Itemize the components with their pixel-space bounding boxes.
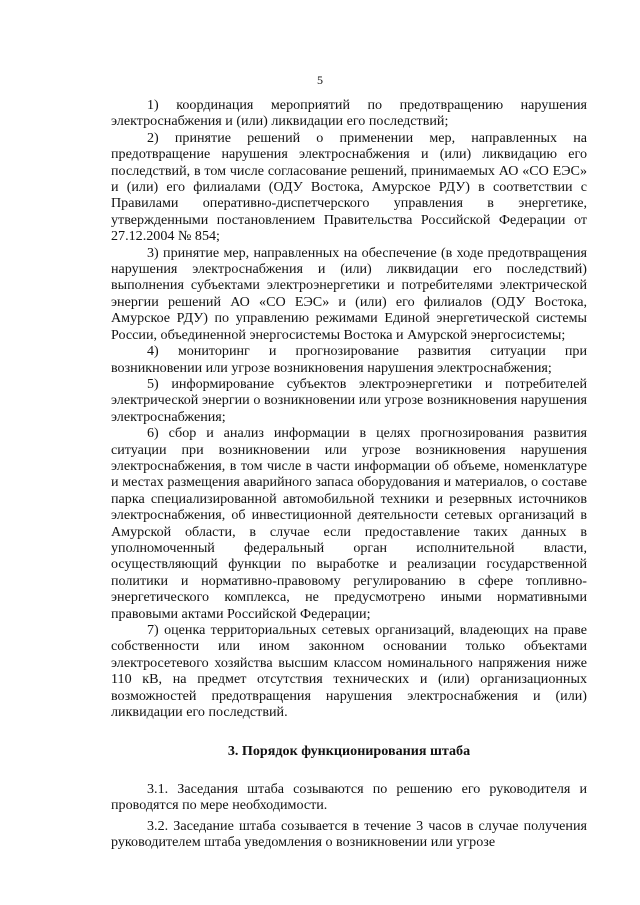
paragraph-item-6: 6) сбор и анализ информации в целях прогнозирования развития ситуации при возникновении или угрозе возникновения нарушения электроснабжения, в том числе в части информации об объеме, номенклатуре и местах размещения аварийного запаса оборудования и материалов, о составе парка специализированной автомобильной техники и резервных источников электроснабжения, об инвестиционной деятельности сетевых организаций в Амурской области, в случае если предоставление таких данных в уполномоченный федеральный орган исполнительной власти, осуществляющий функции по выработке и реализации государственной политики и нормативно-правовому регулированию в сфере топливно-энергетического комплекса, не предусмотрено иными нормативными правовыми актами Российской Федерации; xyxy=(111,425,587,622)
section-paragraph-3-1: 3.1. Заседания штаба созываются по решению его руководителя и проводятся по мере необходимости. xyxy=(111,780,587,814)
paragraph-item-5: 5) информирование субъектов электроэнергетики и потребителей электрической энергии о возникновении или угрозе возникновения нарушения электроснабжения; xyxy=(111,375,587,425)
section-paragraph-3-2: 3.2. Заседание штаба созывается в течение 3 часов в случае получения руководителем штаба уведомления о возникновении или угрозе xyxy=(111,817,587,851)
paragraph-item-3: 3) принятие мер, направленных на обеспечение (в ходе предотвращения нарушения электроснабжения и (или) ликвидации его последствий) выполнения субъектами электроэнергетики и потребителями электрической энергии решений АО «СО ЕЭС» и (или) его филиалов (ОДУ Востока, Амурское РДУ) по управлению режимами Единой энергетической системы России, объединенной энергосистемы Востока и Амурской энергосистемы; xyxy=(111,244,587,343)
paragraph-item-1: 1) координация мероприятий по предотвращению нарушения электроснабжения и (или) ликвидации его последствий; xyxy=(111,97,587,130)
paragraph-item-2: 2) принятие решений о применении мер, направленных на предотвращение нарушения электроснабжения и (или) ликвидацию его последствий, в том числе согласование решений, принимаемых АО «СО ЕЭС» и (или) его филиалами (ОДУ Востока, Амурское РДУ) в соответствии с Правилами оперативно-диспетчерского управления в энергетике, утвержденными постановлением Правительства Российской Федерации от 27.12.2004 № 854; xyxy=(111,129,587,245)
paragraph-item-4: 4) мониторинг и прогнозирование развития ситуации при возникновении или угрозе возникновения нарушения электроснабжения; xyxy=(111,343,587,376)
document-body xyxy=(111,97,587,850)
paragraph-item-7: 7) оценка территориальных сетевых организаций, владеющих на праве собственности или ином законном основании только объектами электросетевого хозяйства высшим классом номинального напряжения ниже 110 кВ, на предмет отсутствия технических и (или) организационных возможностей предотвращения нарушения электроснабжения и (или) ликвидации его последствий. xyxy=(111,622,587,721)
page-number: 5 xyxy=(317,73,323,87)
section-title: 3. Порядок функционирования штаба xyxy=(227,743,471,760)
